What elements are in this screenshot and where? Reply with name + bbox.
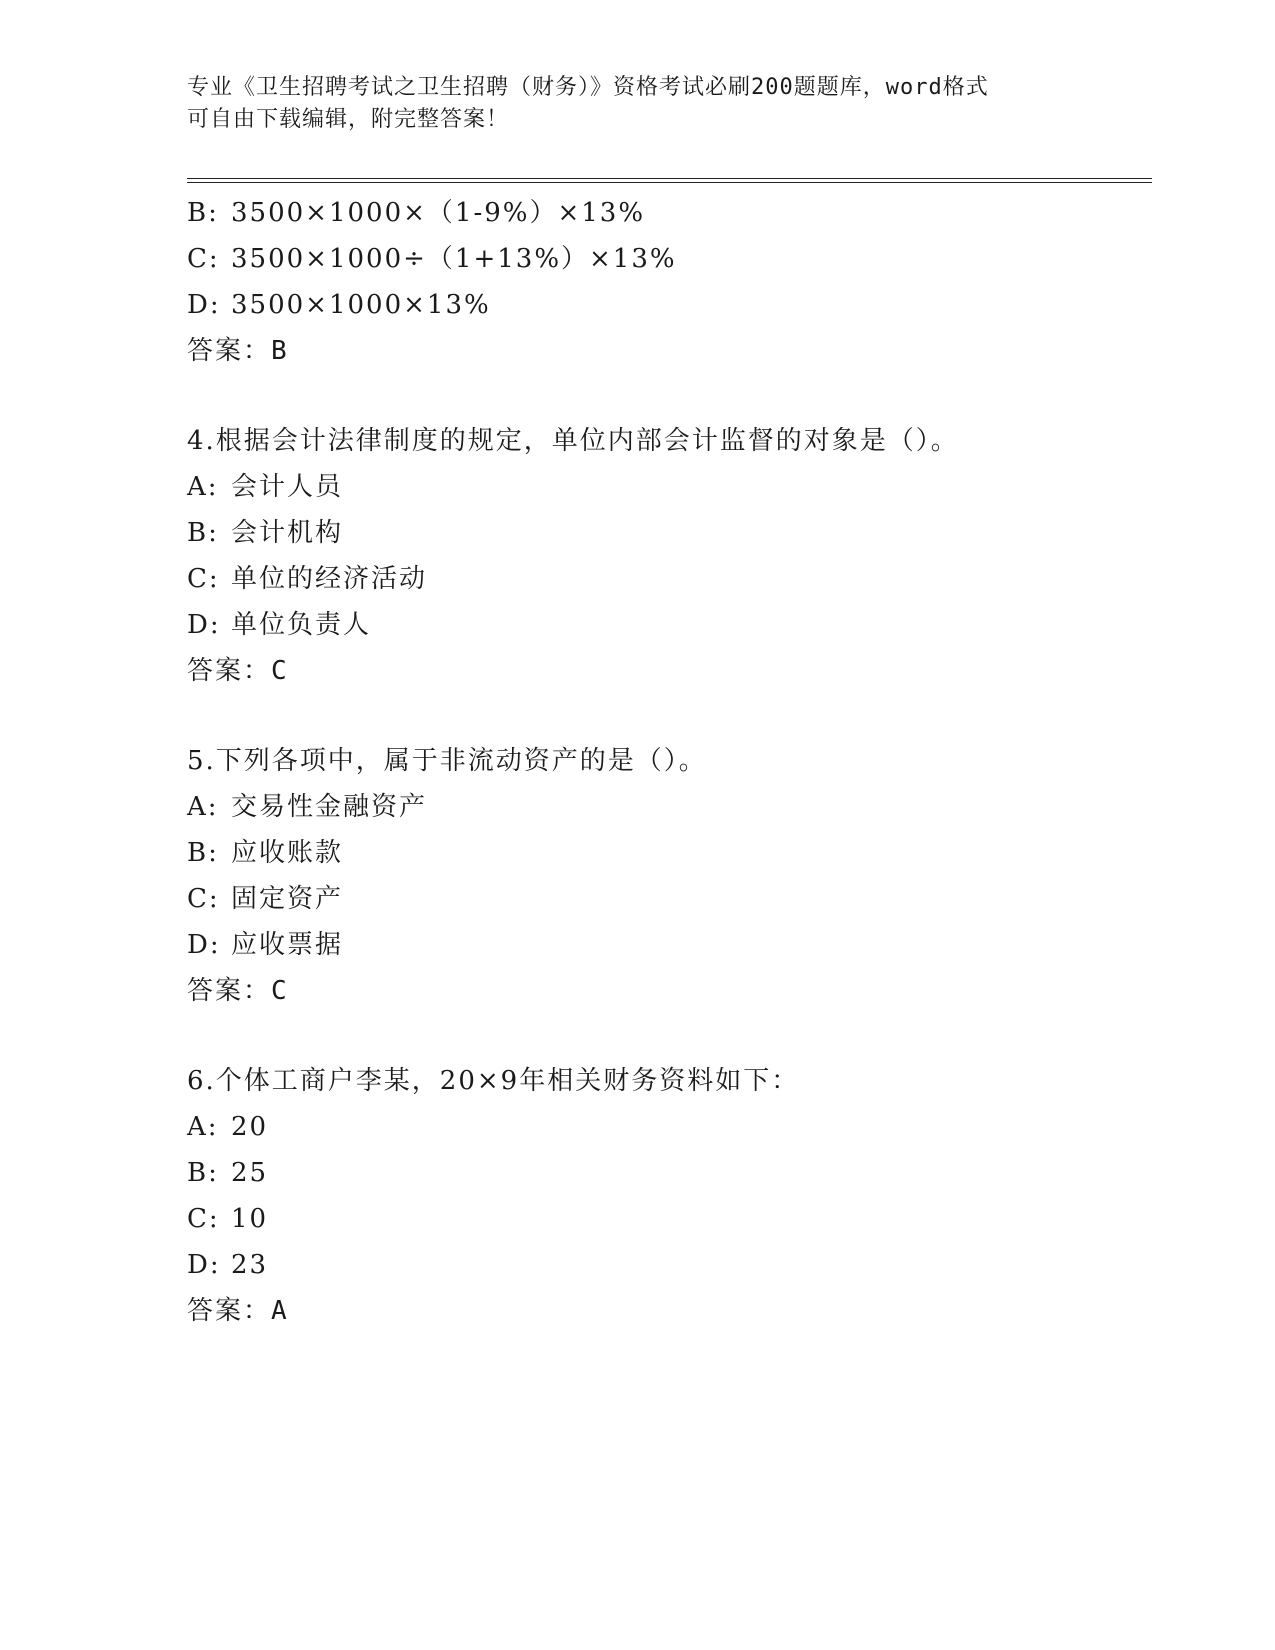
answer-label: 答案： xyxy=(187,976,272,1006)
option-text: 3500×1000÷（1+13%）×13% xyxy=(231,244,677,274)
option-key: C: xyxy=(187,244,220,274)
option-text: 单位负责人 xyxy=(231,610,372,640)
answer xyxy=(187,1288,1152,1334)
question-list xyxy=(187,190,1152,1334)
option-b xyxy=(187,830,1152,876)
question-5 xyxy=(187,738,1152,1014)
option-d xyxy=(187,922,1152,968)
option-c xyxy=(187,556,1152,602)
header-divider-top xyxy=(187,178,1152,179)
option-b xyxy=(187,510,1152,556)
option-key: B: xyxy=(187,838,219,868)
option-key: D: xyxy=(187,930,221,960)
option-text: 应收账款 xyxy=(231,838,344,868)
header-divider-bottom xyxy=(187,182,1152,183)
option-text: 固定资产 xyxy=(231,884,344,914)
option-a xyxy=(187,464,1152,510)
option-key: D: xyxy=(187,610,221,640)
option-d xyxy=(187,602,1152,648)
answer-label: 答案： xyxy=(187,656,272,686)
option-key: B: xyxy=(187,1158,219,1188)
question-4 xyxy=(187,418,1152,694)
option-c xyxy=(187,236,1152,282)
document-header xyxy=(187,72,1067,136)
option-key: A: xyxy=(187,472,219,502)
answer xyxy=(187,968,1152,1014)
spacer xyxy=(187,374,1152,418)
spacer xyxy=(187,1014,1152,1058)
question-stem: 6.个体工商户李某，20×9年相关财务资料如下： xyxy=(187,1066,800,1096)
question-stem: 4.根据会计法律制度的规定，单位内部会计监督的对象是（）。 xyxy=(187,426,959,456)
option-key: D: xyxy=(187,1250,221,1280)
option-key: D: xyxy=(187,290,221,320)
answer-label: 答案： xyxy=(187,336,272,366)
option-key: B: xyxy=(187,518,219,548)
option-d xyxy=(187,282,1152,328)
answer-value: C xyxy=(271,656,289,686)
answer-value: A xyxy=(271,1296,289,1326)
option-key: C: xyxy=(187,564,220,594)
option-b xyxy=(187,1150,1152,1196)
answer xyxy=(187,328,1152,374)
question-6 xyxy=(187,1058,1152,1334)
option-text: 20 xyxy=(231,1112,269,1142)
answer-value: C xyxy=(271,976,289,1006)
option-b xyxy=(187,190,1152,236)
question-3-tail xyxy=(187,190,1152,374)
option-text: 23 xyxy=(231,1250,269,1280)
option-text: 会计人员 xyxy=(231,472,344,502)
option-text: 应收票据 xyxy=(231,930,344,960)
header-title-line-2: 可自由下载编辑，附完整答案！ xyxy=(187,107,510,132)
option-text: 25 xyxy=(231,1158,269,1188)
option-a xyxy=(187,784,1152,830)
answer xyxy=(187,648,1152,694)
option-key: C: xyxy=(187,884,220,914)
option-key: A: xyxy=(187,792,219,822)
option-c xyxy=(187,1196,1152,1242)
option-text: 10 xyxy=(231,1204,269,1234)
answer-value: B xyxy=(271,336,289,366)
answer-label: 答案： xyxy=(187,1296,272,1326)
option-text: 3500×1000×（1-9%）×13% xyxy=(231,198,646,228)
option-text: 单位的经济活动 xyxy=(231,564,428,594)
option-key: A: xyxy=(187,1112,219,1142)
option-c xyxy=(187,876,1152,922)
spacer xyxy=(187,694,1152,738)
question-stem: 5.下列各项中，属于非流动资产的是（）。 xyxy=(187,746,707,776)
option-d xyxy=(187,1242,1152,1288)
option-text: 会计机构 xyxy=(231,518,344,548)
header-title-line-1: 专业《卫生招聘考试之卫生招聘（财务）》资格考试必刷200题题库，word格式 xyxy=(187,75,989,100)
option-a xyxy=(187,1104,1152,1150)
option-key: C: xyxy=(187,1204,220,1234)
option-text: 3500×1000×13% xyxy=(231,290,491,320)
option-text: 交易性金融资产 xyxy=(231,792,428,822)
option-key: B: xyxy=(187,198,219,228)
